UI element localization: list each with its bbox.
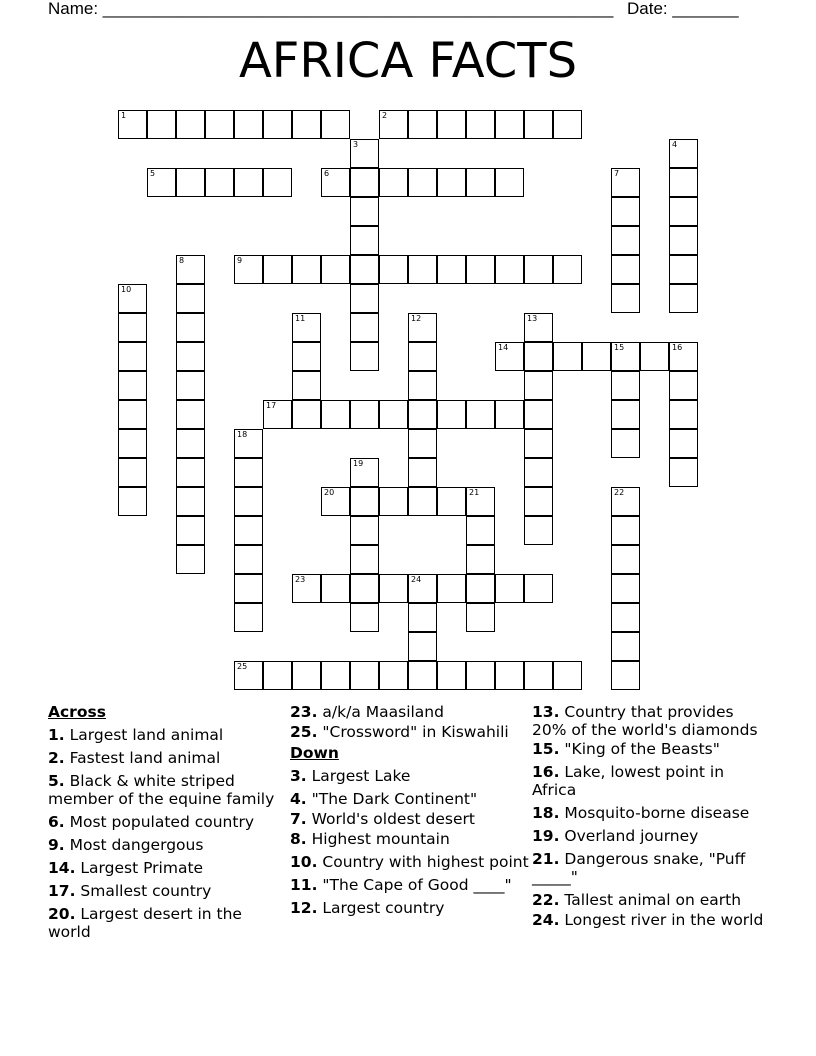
grid-cell[interactable] — [466, 603, 495, 632]
grid-cell[interactable] — [234, 255, 263, 284]
clue-across-9: 9. Most dangergous — [48, 836, 204, 854]
grid-cell[interactable] — [437, 110, 466, 139]
grid-cell[interactable] — [408, 603, 437, 632]
grid-cell[interactable] — [582, 342, 611, 371]
grid-cell[interactable] — [118, 284, 147, 313]
grid-cell[interactable] — [350, 226, 379, 255]
grid-cell[interactable] — [350, 168, 379, 197]
clue-down-4: 4. "The Dark Continent" — [290, 790, 478, 808]
grid-cell[interactable] — [176, 255, 205, 284]
grid-cell[interactable] — [176, 545, 205, 574]
clue-down-10: 10. Country with highest point — [290, 853, 529, 871]
grid-cell[interactable] — [234, 487, 263, 516]
grid-cell[interactable] — [669, 139, 698, 168]
grid-cell[interactable] — [466, 574, 495, 603]
grid-cell[interactable] — [524, 429, 553, 458]
grid-cell[interactable] — [176, 400, 205, 429]
grid-cell[interactable] — [234, 458, 263, 487]
grid-cell[interactable] — [437, 168, 466, 197]
grid-cell[interactable] — [524, 255, 553, 284]
grid-cell[interactable] — [495, 342, 524, 371]
cell-number: 6 — [324, 169, 330, 178]
grid-cell[interactable] — [176, 110, 205, 139]
grid-cell[interactable] — [321, 255, 350, 284]
grid-cell[interactable] — [524, 400, 553, 429]
grid-cell[interactable] — [669, 458, 698, 487]
grid-cell[interactable] — [321, 400, 350, 429]
grid-cell[interactable] — [234, 516, 263, 545]
grid-cell[interactable] — [611, 487, 640, 516]
grid-cell[interactable] — [379, 400, 408, 429]
grid-cell[interactable] — [408, 574, 437, 603]
grid-cell[interactable] — [408, 168, 437, 197]
grid-cell[interactable] — [669, 429, 698, 458]
grid-cell[interactable] — [350, 545, 379, 574]
clue-down-22: 22. Tallest animal on earth — [532, 891, 742, 909]
clue-column-2 — [290, 700, 532, 917]
clue-down-11: 11. "The Cape of Good ____" — [290, 876, 512, 894]
grid-cell[interactable] — [408, 255, 437, 284]
grid-cell[interactable] — [292, 661, 321, 690]
cell-number: 11 — [295, 314, 306, 323]
grid-cell[interactable] — [495, 400, 524, 429]
cell-number: 5 — [150, 169, 156, 178]
cell-number: 14 — [498, 343, 509, 352]
grid-cell[interactable] — [292, 255, 321, 284]
clue-across-17: 17. Smallest country — [48, 882, 212, 900]
cell-number: 19 — [353, 459, 364, 468]
grid-cell[interactable] — [292, 574, 321, 603]
grid-cell[interactable] — [234, 545, 263, 574]
across-heading: Across — [48, 703, 106, 721]
grid-cell[interactable] — [292, 313, 321, 342]
grid-cell[interactable] — [118, 458, 147, 487]
grid-cell[interactable] — [118, 429, 147, 458]
grid-cell[interactable] — [176, 458, 205, 487]
grid-cell[interactable] — [292, 110, 321, 139]
grid-cell[interactable] — [292, 342, 321, 371]
grid-cell[interactable] — [408, 632, 437, 661]
grid-cell[interactable] — [350, 458, 379, 487]
clue-down-21: 21. Dangerous snake, "Puff _____" — [532, 850, 746, 886]
grid-cell[interactable] — [118, 400, 147, 429]
grid-cell[interactable] — [176, 487, 205, 516]
grid-cell[interactable] — [350, 284, 379, 313]
grid-cell[interactable] — [321, 110, 350, 139]
grid-cell[interactable] — [408, 110, 437, 139]
grid-cell[interactable] — [118, 371, 147, 400]
cell-number: 2 — [382, 111, 388, 120]
cell-number: 23 — [295, 575, 306, 584]
grid-cell[interactable] — [176, 429, 205, 458]
clue-across-14: 14. Largest Primate — [48, 859, 204, 877]
clue-down-13: 13. Country that provides 20% of the world's diamonds — [532, 703, 758, 739]
grid-cell[interactable] — [611, 342, 640, 371]
grid-cell[interactable] — [408, 371, 437, 400]
grid-cell[interactable] — [495, 110, 524, 139]
grid-cell[interactable] — [524, 371, 553, 400]
grid-cell[interactable] — [176, 284, 205, 313]
grid-cell[interactable] — [176, 313, 205, 342]
grid-cell[interactable] — [379, 487, 408, 516]
grid-cell[interactable] — [321, 487, 350, 516]
cell-number: 24 — [411, 575, 422, 584]
down-heading: Down — [290, 744, 339, 762]
grid-cell[interactable] — [408, 458, 437, 487]
date-field-label: Date: _______ — [627, 0, 739, 18]
grid-cell[interactable] — [495, 661, 524, 690]
clue-down-3: 3. Largest Lake — [290, 767, 411, 785]
grid-cell[interactable] — [147, 110, 176, 139]
grid-cell[interactable] — [669, 226, 698, 255]
clue-down-15: 15. "King of the Beasts" — [532, 740, 720, 758]
grid-cell[interactable] — [118, 487, 147, 516]
grid-cell[interactable] — [669, 284, 698, 313]
grid-cell[interactable] — [147, 168, 176, 197]
grid-cell[interactable] — [321, 168, 350, 197]
grid-cell[interactable] — [524, 661, 553, 690]
clue-down-8: 8. Highest mountain — [290, 830, 450, 848]
grid-cell[interactable] — [350, 255, 379, 284]
grid-cell[interactable] — [408, 342, 437, 371]
grid-cell[interactable] — [611, 632, 640, 661]
clue-across-20: 20. Largest desert in the world — [48, 905, 242, 941]
grid-cell[interactable] — [437, 661, 466, 690]
grid-cell[interactable] — [611, 661, 640, 690]
grid-cell[interactable] — [176, 516, 205, 545]
cell-number: 25 — [237, 662, 248, 671]
grid-cell[interactable] — [379, 110, 408, 139]
clue-down-19: 19. Overland journey — [532, 827, 699, 845]
cell-number: 7 — [614, 169, 620, 178]
clue-across-25: 25. "Crossword" in Kiswahili — [290, 723, 509, 741]
grid-cell[interactable] — [292, 371, 321, 400]
clue-across-2: 2. Fastest land animal — [48, 749, 221, 767]
grid-cell[interactable] — [669, 168, 698, 197]
grid-cell[interactable] — [611, 371, 640, 400]
grid-cell[interactable] — [611, 545, 640, 574]
clue-across-6: 6. Most populated country — [48, 813, 255, 831]
grid-cell[interactable] — [234, 574, 263, 603]
grid-cell[interactable] — [466, 168, 495, 197]
grid-cell[interactable] — [408, 313, 437, 342]
grid-cell[interactable] — [118, 313, 147, 342]
grid-cell[interactable] — [466, 545, 495, 574]
grid-cell[interactable] — [234, 168, 263, 197]
grid-cell[interactable] — [466, 516, 495, 545]
grid-cell[interactable] — [408, 661, 437, 690]
cell-number: 22 — [614, 488, 625, 497]
page-title: AFRICA FACTS — [238, 33, 578, 89]
grid-cell[interactable] — [408, 400, 437, 429]
grid-cell[interactable] — [379, 661, 408, 690]
clue-down-16: 16. Lake, lowest point in Africa — [532, 763, 725, 799]
grid-cell[interactable] — [669, 255, 698, 284]
cell-number: 16 — [672, 343, 683, 352]
grid-cell[interactable] — [437, 400, 466, 429]
grid-cell[interactable] — [611, 284, 640, 313]
grid-cell[interactable] — [234, 429, 263, 458]
grid-cell[interactable] — [611, 168, 640, 197]
grid-cell[interactable] — [437, 574, 466, 603]
cell-number: 10 — [121, 285, 132, 294]
grid-cell[interactable] — [379, 255, 408, 284]
grid-cell[interactable] — [350, 487, 379, 516]
grid-cell[interactable] — [466, 255, 495, 284]
grid-cell[interactable] — [118, 342, 147, 371]
grid-cell[interactable] — [350, 313, 379, 342]
grid-cell[interactable] — [205, 168, 234, 197]
grid-cell[interactable] — [611, 574, 640, 603]
cell-number: 20 — [324, 488, 335, 497]
grid-cell[interactable] — [611, 400, 640, 429]
clue-down-24: 24. Longest river in the world — [532, 911, 764, 929]
clue-across-1: 1. Largest land animal — [48, 726, 224, 744]
clue-across-23: 23. a/k/a Maasiland — [290, 703, 444, 721]
grid-cell[interactable] — [408, 487, 437, 516]
grid-cell[interactable] — [524, 342, 553, 371]
grid-cell[interactable] — [118, 110, 147, 139]
grid-cell[interactable] — [495, 168, 524, 197]
grid-cell[interactable] — [350, 342, 379, 371]
grid-cell[interactable] — [321, 574, 350, 603]
grid-cell[interactable] — [524, 574, 553, 603]
grid-cell[interactable] — [350, 574, 379, 603]
clue-down-18: 18. Mosquito-borne disease — [532, 804, 750, 822]
grid-cell[interactable] — [466, 400, 495, 429]
grid-cell[interactable] — [466, 487, 495, 516]
grid-cell[interactable] — [408, 429, 437, 458]
cell-number: 1 — [121, 111, 127, 120]
grid-cell[interactable] — [611, 516, 640, 545]
grid-cell[interactable] — [292, 400, 321, 429]
grid-cell[interactable] — [350, 400, 379, 429]
grid-cell[interactable] — [611, 255, 640, 284]
grid-cell[interactable] — [263, 168, 292, 197]
grid-cell[interactable] — [495, 574, 524, 603]
grid-cell[interactable] — [176, 342, 205, 371]
clue-down-7: 7. World's oldest desert — [290, 810, 475, 828]
grid-cell[interactable] — [553, 342, 582, 371]
grid-cell[interactable] — [669, 342, 698, 371]
cell-number: 18 — [237, 430, 248, 439]
grid-cell[interactable] — [437, 487, 466, 516]
cell-number: 13 — [527, 314, 538, 323]
grid-cell[interactable] — [611, 603, 640, 632]
grid-cell[interactable] — [350, 661, 379, 690]
grid-cell[interactable] — [466, 661, 495, 690]
grid-cell[interactable] — [205, 110, 234, 139]
name-field-label: Name: ______________________________________________________ — [48, 0, 614, 18]
grid-cell[interactable] — [640, 342, 669, 371]
grid-cell[interactable] — [669, 197, 698, 226]
grid-cell[interactable] — [553, 110, 582, 139]
grid-cell[interactable] — [350, 139, 379, 168]
grid-cell[interactable] — [234, 603, 263, 632]
clue-column-3 — [532, 700, 772, 929]
grid-cell[interactable] — [263, 255, 292, 284]
grid-cell[interactable] — [234, 661, 263, 690]
grid-cell[interactable] — [350, 603, 379, 632]
cell-number: 12 — [411, 314, 422, 323]
cell-number: 15 — [614, 343, 625, 352]
grid-cell[interactable] — [350, 516, 379, 545]
grid-cell[interactable] — [263, 661, 292, 690]
grid-cell[interactable] — [350, 197, 379, 226]
grid-cell[interactable] — [524, 110, 553, 139]
grid-cell[interactable] — [234, 110, 263, 139]
grid-cell[interactable] — [553, 255, 582, 284]
grid-cell[interactable] — [466, 110, 495, 139]
grid-cell[interactable] — [321, 661, 350, 690]
grid-cell[interactable] — [379, 168, 408, 197]
cell-number: 8 — [179, 256, 185, 265]
grid-cell[interactable] — [379, 574, 408, 603]
grid-cell[interactable] — [176, 371, 205, 400]
grid-cell[interactable] — [524, 487, 553, 516]
grid-cell[interactable] — [611, 226, 640, 255]
grid-cell[interactable] — [524, 516, 553, 545]
grid-cell[interactable] — [176, 168, 205, 197]
cell-number: 3 — [353, 140, 359, 149]
grid-cell[interactable] — [669, 400, 698, 429]
grid-cell[interactable] — [611, 429, 640, 458]
grid-cell[interactable] — [263, 400, 292, 429]
cell-number: 9 — [237, 256, 243, 265]
cell-number: 17 — [266, 401, 277, 410]
grid-cell[interactable] — [524, 458, 553, 487]
clue-across-5: 5. Black & white striped member of the equine family — [48, 772, 275, 808]
grid-cell[interactable] — [263, 110, 292, 139]
grid-cell[interactable] — [611, 197, 640, 226]
clue-down-12: 12. Largest country — [290, 899, 445, 917]
grid-cell[interactable] — [437, 255, 466, 284]
clue-column-1 — [48, 700, 284, 941]
grid-cell[interactable] — [524, 313, 553, 342]
cell-number: 4 — [672, 140, 678, 149]
grid-cell[interactable] — [495, 255, 524, 284]
grid-cell[interactable] — [553, 661, 582, 690]
cell-number: 21 — [469, 488, 480, 497]
grid-cell[interactable] — [669, 371, 698, 400]
